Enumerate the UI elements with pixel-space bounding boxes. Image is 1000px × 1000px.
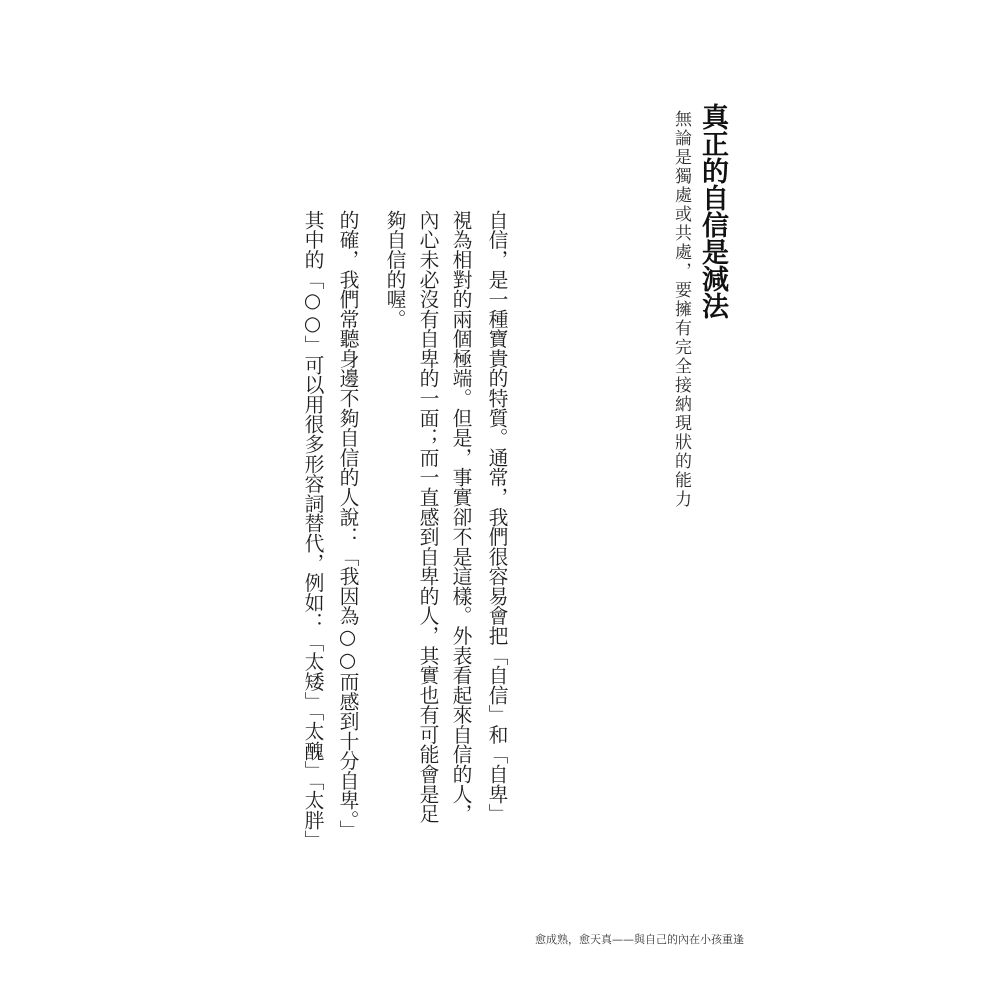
body-column: 夠自信的喔。 xyxy=(383,210,406,329)
body-column: 自信，是一種寶貴的特質。通常，我們很容易會把「自信」和「自卑」 xyxy=(485,210,508,824)
chapter-subtitle: 無論是獨處或共處，要擁有完全接納現狀的能力 xyxy=(671,110,691,509)
running-footer: 愈成熟，愈天真——與自己的內在小孩重逢 xyxy=(535,933,744,946)
chapter-title: 真正的自信是減法 xyxy=(697,103,728,319)
body-column: 內心未必沒有自卑的一面；而一直感到自卑的人，其實也有可能會是足 xyxy=(416,210,439,824)
body-column: 的確，我們常聽身邊不夠自信的人說：「我因為○○而感到十分自卑。」 xyxy=(336,210,359,840)
body-column: 其中的「○○」可以用很多形容詞替代，例如：「太矮」「太醜」「太胖」 xyxy=(301,210,324,850)
body-column: 視為相對的兩個極端。但是，事實卻不是這樣。外表看起來自信的人， xyxy=(449,210,472,824)
